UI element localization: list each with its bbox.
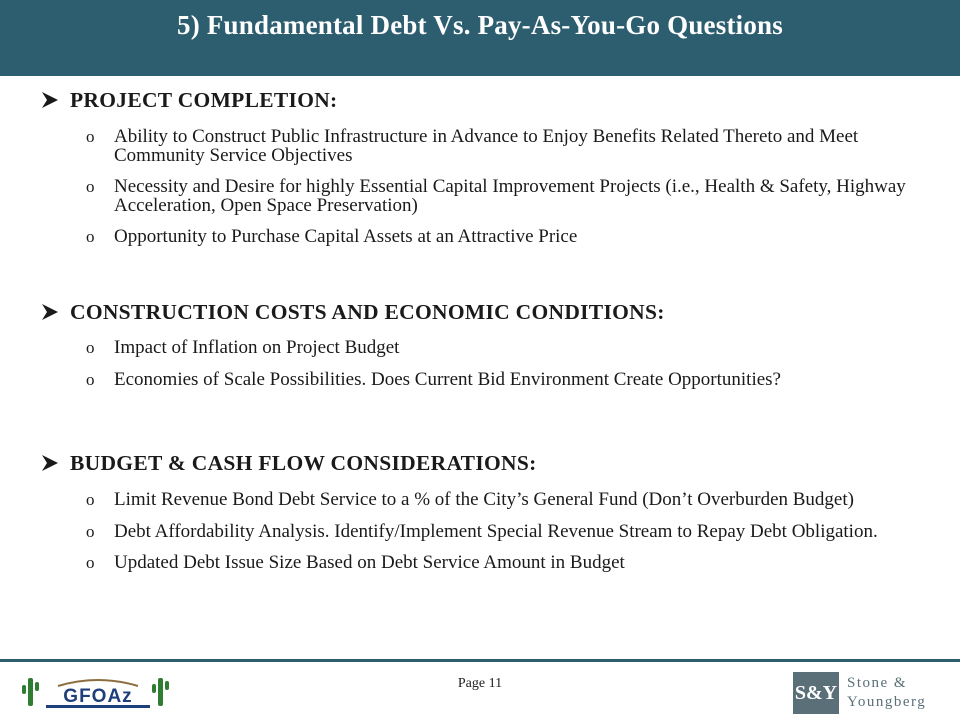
circle-bullet-icon: o <box>86 127 95 146</box>
section-list <box>40 339 920 389</box>
svg-text:GFOAz: GFOAz <box>63 686 133 707</box>
list-item: o Limit Revenue Bond Debt Service to a % of the City’s General Fund (Don’t Overburden Budget) <box>86 489 854 510</box>
list-item: o Ability to Construct Public Infrastructure in Advance to Enjoy Benefits Related Thereto and Meet Community Service Objectives <box>86 126 859 166</box>
footer-divider <box>0 659 960 662</box>
arrow-bullet-icon <box>40 90 60 110</box>
circle-bullet-icon: o <box>86 177 95 196</box>
circle-bullet-icon: o <box>86 490 95 509</box>
stone-youngberg-logo <box>793 672 943 714</box>
circle-bullet-icon: o <box>86 553 95 572</box>
sy-wordmark: Stone & Youngberg <box>847 675 927 710</box>
page-number: Page 11 <box>457 676 503 691</box>
circle-bullet-icon: o <box>86 521 95 541</box>
circle-bullet-icon: o <box>86 369 95 389</box>
list-item: o Impact of Inflation on Project Budget <box>86 337 400 358</box>
section-budget-cash-flow <box>40 451 920 573</box>
section-heading: CONSTRUCTION COSTS AND ECONOMIC CONDITIONS: <box>40 300 920 325</box>
section-heading: PROJECT COMPLETION: <box>40 88 920 113</box>
section-construction-costs <box>40 300 920 389</box>
list-item: o Debt Affordability Analysis. Identify/Implement Special Revenue Stream to Repay Debt Obligation. <box>86 520 878 542</box>
section-project-completion <box>40 88 920 247</box>
section-list <box>40 128 920 247</box>
list-item: o Opportunity to Purchase Capital Assets at an Attractive Price <box>86 226 578 247</box>
slide-title: 5) Fundamental Debt Vs. Pay-As-You-Go Questions <box>177 10 783 40</box>
arrow-bullet-icon <box>40 453 60 473</box>
sy-monogram: S&Y <box>793 672 839 714</box>
arrow-bullet-icon <box>40 302 60 322</box>
circle-bullet-icon: o <box>86 338 95 357</box>
list-item: o Economies of Scale Possibilities. Does Current Bid Environment Create Opportunities? <box>86 368 781 390</box>
circle-bullet-icon: o <box>86 227 95 246</box>
list-item: o Necessity and Desire for highly Essential Capital Improvement Projects (i.e., Health & Safety, Highway Acceleration, Open Space Preservation) <box>86 176 906 216</box>
section-heading: BUDGET & CASH FLOW CONSIDERATIONS: <box>40 451 920 476</box>
list-item: o Updated Debt Issue Size Based on Debt Service Amount in Budget <box>86 552 625 573</box>
section-list <box>40 491 920 573</box>
